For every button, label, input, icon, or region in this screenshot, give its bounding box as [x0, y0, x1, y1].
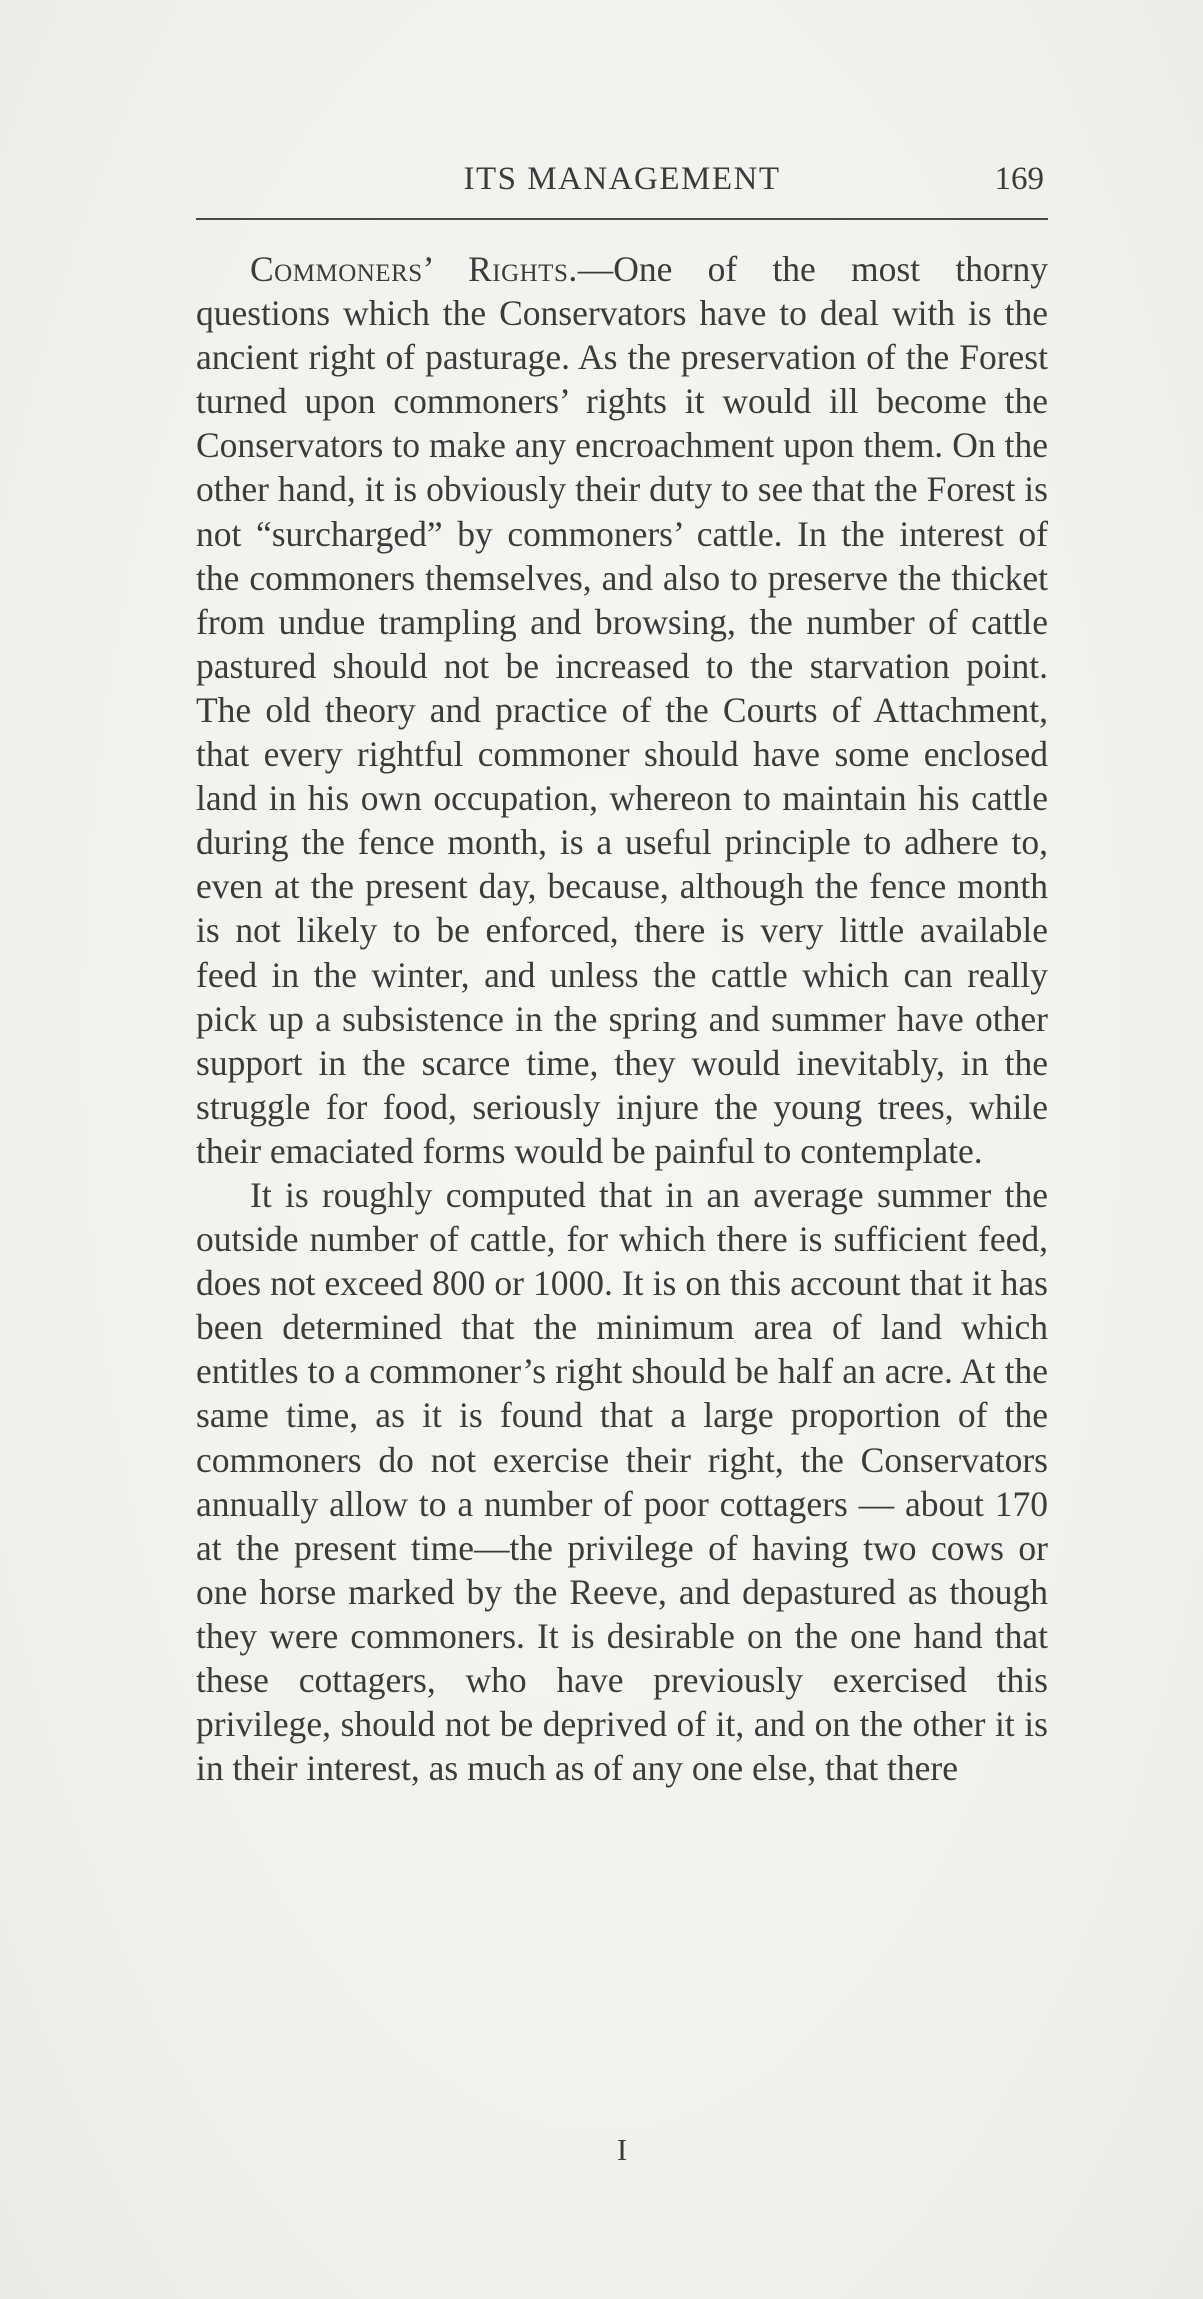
paragraph-commoners-rights	[196, 247, 1048, 1173]
header-rule	[196, 218, 1048, 220]
section-heading: Commoners’ Rights.	[250, 249, 578, 289]
paragraph-2: It is roughly computed that in an average summer the outside number of cattle, for which there is sufficient feed, does not exceed 800 or 1000. It is on this account that it has been determined that the minimum area of land which entitles to a commoner’s right should be half an acre. At the same time, as it is found that a large proportion of the commoners do not exercise their right, the Conservators annually allow to a number of poor cottagers — about 170 at the present time—the privilege of having two cows or one horse marked by the Reeve, and depastured as though they were commoners. It is desirable on the one hand that these cottagers, who have previously exercised this privilege, should not be deprived of it, and on the other it is in their interest, as much as of any one else, that there	[196, 1174, 1048, 1789]
signature-mark: I	[616, 2132, 628, 2167]
page-header	[196, 150, 1048, 208]
paragraph-1-text: —One of the most thorny questions which the Conservators have to deal with is the ancient right of pasturage. As the preservation of the Forest turned upon commoners’ rights it would ill become the Conservators to make any encroachment upon them. On the other hand, it is obviously their duty to see that the Forest is not “surcharged” by commoners’ cattle. In the interest of the commoners themselves, and also to preserve the thicket from undue trampling and browsing, the number of cattle pastured should not be increased to the starvation point. The old theory and practice of the Courts of Attachment, that every rightful commoner should have some enclosed land in his own occupation, whereon to maintain his cattle during the fence month, is a useful principle to adhere to, even at the present day, because, although the fence month is not likely to be enforced, there is very little available feed in the winter, and unless the cattle which can really pick up a subsistence in the spring and summer have other support in the scarce time, they would inevitably, in the struggle for food, seriously injure the young trees, while their emaciated forms would be painful to contemplate.	[196, 249, 1049, 1171]
body-text	[196, 247, 1048, 1790]
running-head: ITS MANAGEMENT	[463, 161, 781, 197]
page-number: 169	[994, 161, 1044, 197]
